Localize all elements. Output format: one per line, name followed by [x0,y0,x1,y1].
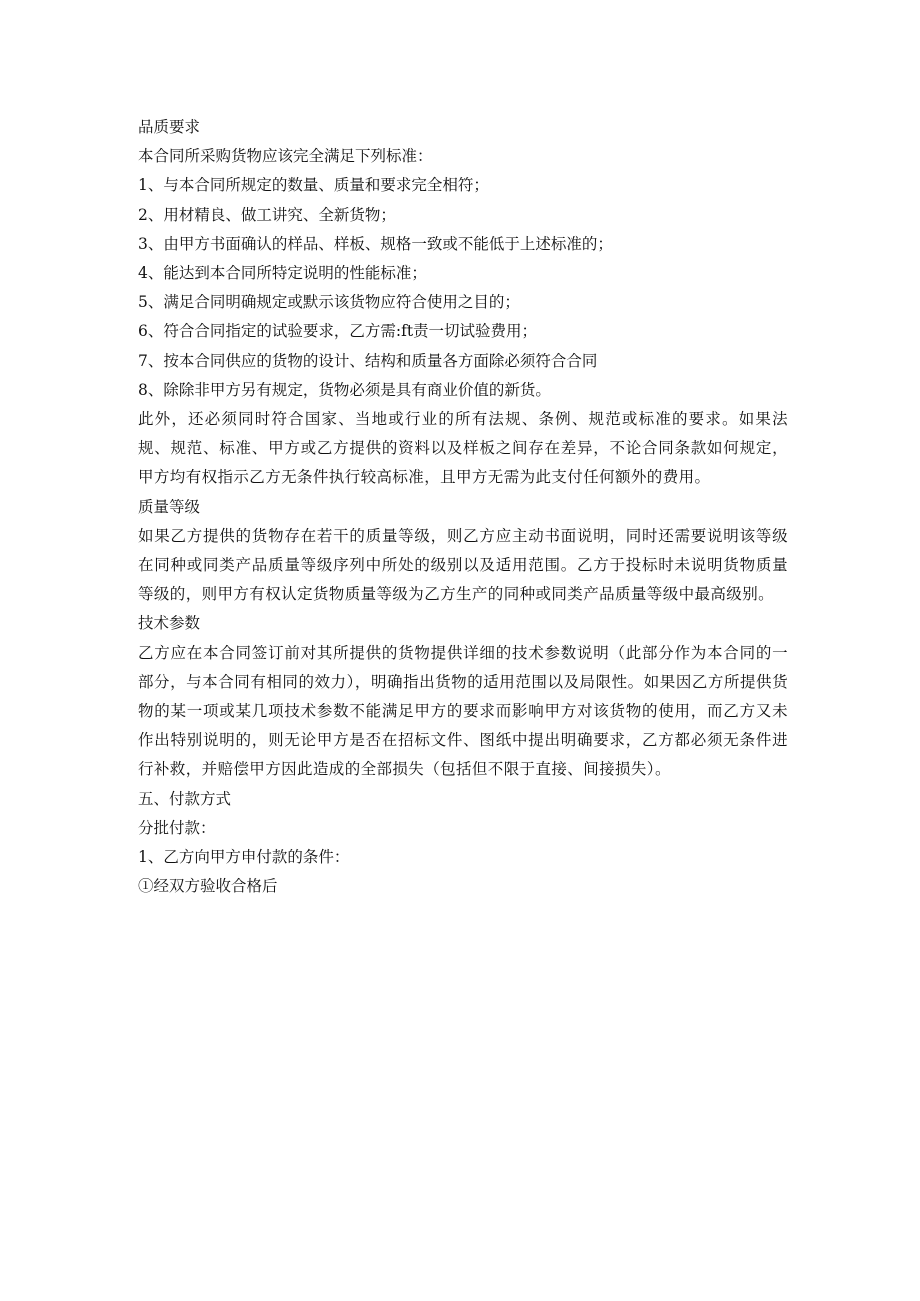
payment-condition-item: 1、乙方向甲方申付款的条件： [138,848,350,867]
heading-technical-parameters: 技术参数 [138,614,201,633]
technical-parameters-paragraph: 乙方应在本合同签订前对其所提供的货物提供详细的技术参数说明（此部分作为本合同的一部分，与本合同有相同的效力），明确指出货物的适用范围以及局限性。如果因乙方所提供货物的某一项或某几项技术参数不能满足甲方的要求而影响甲方对该货物的使用，而乙方又未作出特别说明的，则无论甲方是否在招标文件、图纸中提出明确要求，乙方都必须无条件进行补救，并赔偿甲方因此造成的全部损失（包括但不限于直接、间接损失）。 [138,643,788,779]
standard-item-1: 1、与本合同所规定的数量、质量和要求完全相符； [138,176,489,195]
standard-item-3: 3、由甲方书面确认的样品、样板、规格一致或不能低于上述标准的； [138,234,613,253]
standard-item-2: 2、用材精良、做工讲究、全新货物； [138,205,396,224]
heading-quality-requirements: 品质要求 [138,118,201,136]
standard-item-8: 8、除除非甲方另有规定，货物必须是具有商业价值的新货。 [138,380,551,399]
standard-item-4: 4、能达到本合同所特定说明的性能标准； [138,264,427,283]
payment-method-text: 分批付款： [138,818,216,837]
standard-item-7: 7、按本合同供应的货物的设计、结构和质量各方面除必须符合合同 [138,351,598,370]
payment-condition-subitem: ①经双方验收合格后 [138,877,278,896]
standards-intro: 本合同所采购货物应该完全满足下列标准： [138,147,433,166]
heading-payment-method: 五、付款方式 [138,789,232,808]
quality-grade-paragraph: 如果乙方提供的货物存在若干的质量等级，则乙方应主动书面说明，同时还需要说明该等级在同种或同类产品质量等级序列中所处的级别以及适用范围。乙方于投标时未说明货物质量等级的，则甲方有权认定货物质量等级为乙方生产的同种或同类产品质量等级中最高级别。 [138,526,788,604]
standard-item-6: 6、符合合同指定的试验要求，乙方需:ft责一切试验费用； [138,322,538,341]
contract-document [138,113,788,901]
heading-quality-grade: 质量等级 [138,497,201,516]
standard-item-5: 5、满足合同明确规定或默示该货物应符合使用之目的； [138,293,520,312]
additional-requirements-paragraph: 此外，还必须同时符合国家、当地或行业的所有法规、条例、规范或标准的要求。如果法规、规范、标准、甲方或乙方提供的资料以及样板之间存在差异，不论合同条款如何规定，甲方均有权指示乙方无条件执行较高标准，且甲方无需为此支付任何额外的费用。 [138,410,788,487]
